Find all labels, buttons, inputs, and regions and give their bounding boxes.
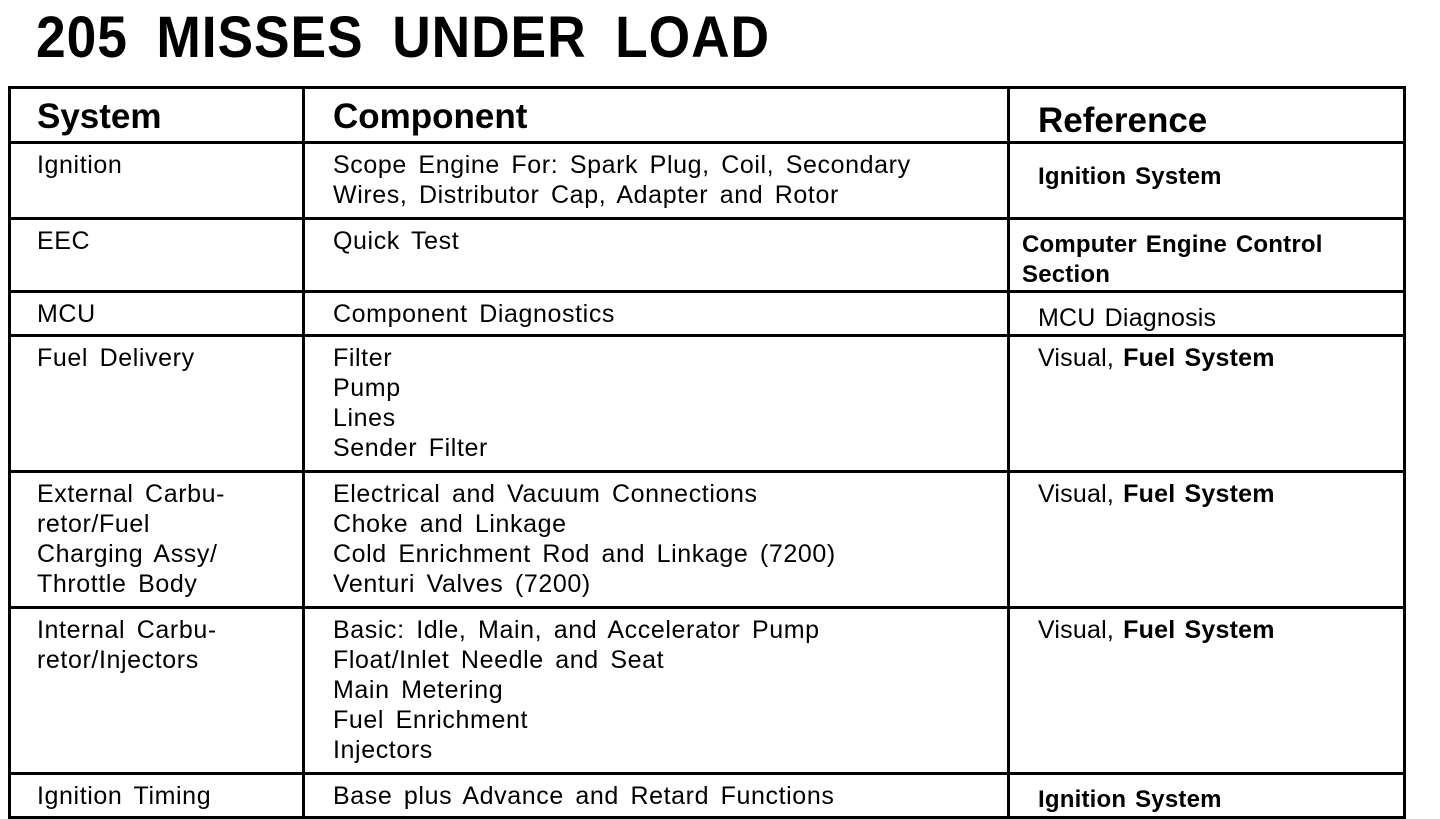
- diagnosis-table: [8, 86, 1406, 819]
- component-cell: Base plus Advance and Retard Functions: [304, 774, 1009, 818]
- reference-cell: Visual, Fuel System: [1009, 608, 1405, 774]
- component-cell: Component Diagnostics: [304, 292, 1009, 336]
- system-cell: Ignition: [10, 143, 304, 219]
- system-cell: Internal Carbu- retor/Injectors: [10, 608, 304, 774]
- reference-cell: Ignition System: [1009, 143, 1405, 219]
- reference-cell: MCU Diagnosis: [1009, 292, 1405, 336]
- component-cell: Filter Pump Lines Sender Filter: [304, 336, 1009, 472]
- reference-cell: Ignition System: [1009, 774, 1405, 818]
- component-cell: Basic: Idle, Main, and Accelerator Pump Float/Inlet Needle and Seat Main Metering Fuel Enrichment Injectors: [304, 608, 1009, 774]
- header-system: System: [10, 88, 304, 143]
- header-component: Component: [304, 88, 1009, 143]
- component-cell: Electrical and Vacuum Connections Choke and Linkage Cold Enrichment Rod and Linkage (7200) Venturi Valves (7200): [304, 472, 1009, 608]
- page-title: 205 MISSES UNDER LOAD: [36, 5, 771, 70]
- table-row: [10, 336, 1405, 472]
- reference-cell: Visual, Fuel System: [1009, 336, 1405, 472]
- table-row: [10, 143, 1405, 219]
- table-row: [10, 472, 1405, 608]
- system-cell: EEC: [10, 219, 304, 292]
- system-cell: Ignition Timing: [10, 774, 304, 818]
- table-row: [10, 608, 1405, 774]
- table-row: [10, 292, 1405, 336]
- component-cell: Quick Test: [304, 219, 1009, 292]
- system-cell: MCU: [10, 292, 304, 336]
- component-cell: Scope Engine For: Spark Plug, Coil, Secondary Wires, Distributor Cap, Adapter and Rotor: [304, 143, 1009, 219]
- system-cell: Fuel Delivery: [10, 336, 304, 472]
- header-reference: Reference: [1009, 88, 1405, 143]
- table-header-row: [10, 88, 1405, 143]
- reference-cell: Computer Engine Control Section: [1009, 219, 1405, 292]
- reference-cell: Visual, Fuel System: [1009, 472, 1405, 608]
- table-row: [10, 219, 1405, 292]
- table-row: [10, 774, 1405, 818]
- system-cell: External Carbu- retor/Fuel Charging Assy/ Throttle Body: [10, 472, 304, 608]
